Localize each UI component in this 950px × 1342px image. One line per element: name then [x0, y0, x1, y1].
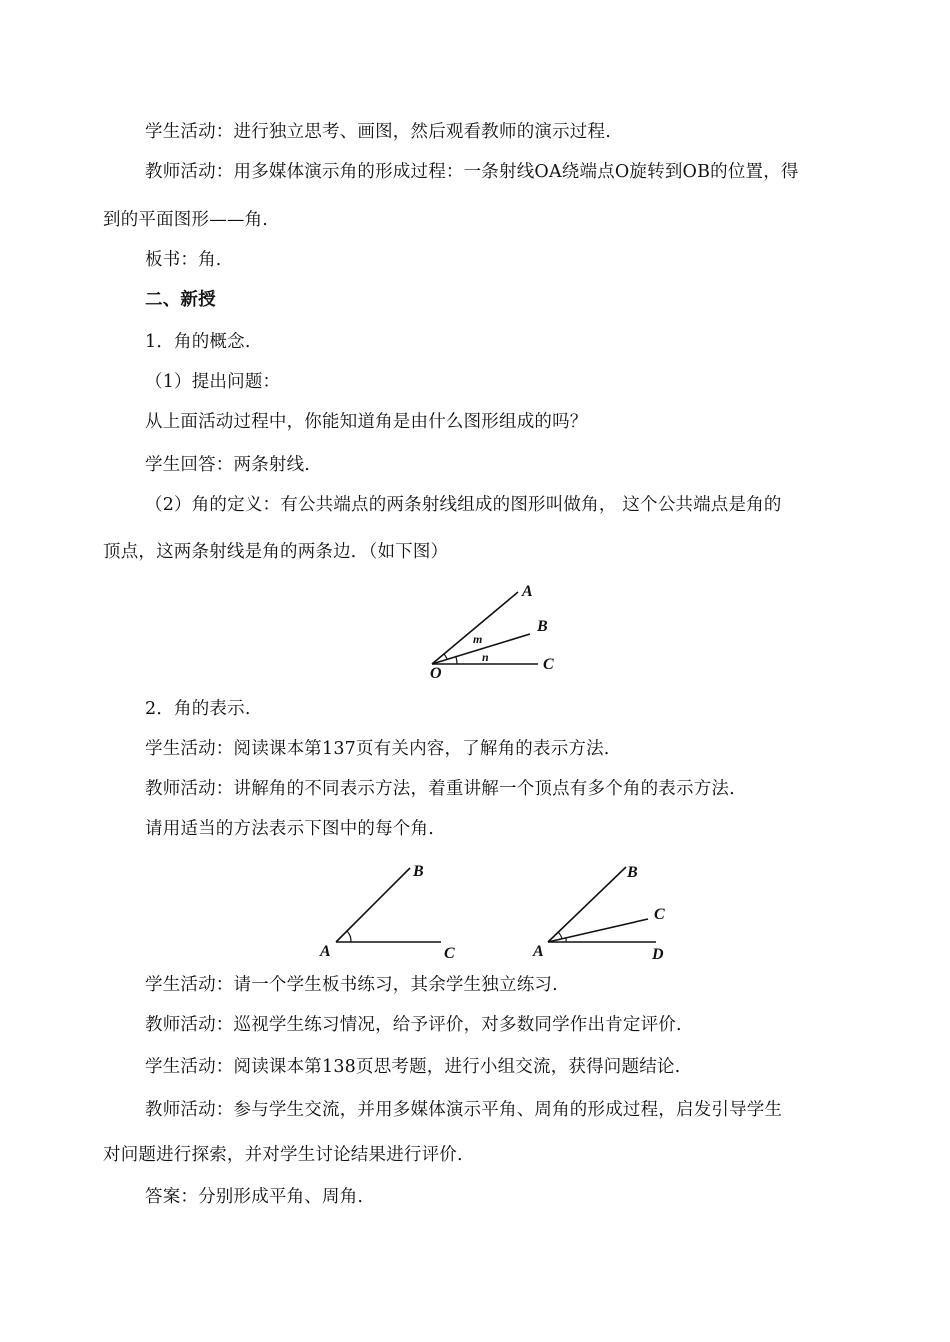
text-line-continuation-2: 对问题进行探索，并对学生讨论结果进行评价. [103, 1145, 463, 1165]
text-line-student-activity-2: 学生活动：阅读课本第137页有关内容，了解角的表示方法. [145, 739, 610, 759]
label-c: C [654, 906, 665, 923]
arc-a [347, 931, 351, 942]
text-line-answer: 答案：分别形成平角、周角. [145, 1187, 364, 1207]
label-c: C [444, 945, 455, 962]
text-line-angle-notation: 2．角的表示. [145, 699, 251, 719]
text-line-teacher-activity-4: 教师活动：参与学生交流，并用多媒体演示平角、周角的形成过程，启发引导学生 [145, 1100, 783, 1120]
text-line-board-note: 板书：角. [145, 250, 222, 270]
arc-bac [558, 932, 562, 939]
label-a: A [533, 943, 544, 960]
text-line-raise-question: （1）提出问题： [145, 372, 281, 392]
angle-figure-bad [530, 855, 690, 965]
text-line-student-activity-3: 学生活动：请一个学生板书练习，其余学生独立练习. [145, 975, 558, 995]
ray-oa [432, 592, 518, 664]
arc-n [456, 657, 457, 664]
angle-figure-aoc [420, 578, 580, 686]
text-line-exercise-prompt: 请用适当的方法表示下图中的每个角. [145, 819, 434, 839]
text-line-student-answer: 学生回答：两条射线. [145, 455, 311, 475]
label-n: n [482, 650, 489, 664]
label-o: O [430, 665, 442, 682]
label-d: D [652, 946, 664, 963]
text-line-teacher-activity-3: 教师活动：巡视学生练习情况，给予评价，对多数同学作出肯定评价. [145, 1015, 682, 1035]
ray-ab [336, 868, 410, 942]
text-line-student-activity-1: 学生活动：进行独立思考、画图，然后观看教师的演示过程. [145, 122, 611, 142]
text-line-angle-definition: （2）角的定义：有公共端点的两条射线组成的图形叫做角， 这个公共端点是角的 [145, 495, 782, 515]
label-m: m [473, 632, 483, 646]
text-line-continuation-1: 到的平面图形——角. [103, 210, 269, 230]
text-line-teacher-activity-1: 教师活动：用多媒体演示角的形成过程：一条射线OA绕端点O旋转到OB的位置，得 [145, 162, 799, 182]
label-b: B [413, 863, 424, 880]
section-heading-new-lesson: 二、新授 [145, 290, 216, 310]
label-c: C [543, 656, 554, 673]
text-line-student-activity-4: 学生活动：阅读课本第138页思考题，进行小组交流，获得问题结论. [145, 1057, 681, 1077]
angle-figure-bac [318, 855, 468, 965]
text-line-question: 从上面活动过程中，你能知道角是由什么图形组成的吗？ [145, 412, 588, 432]
text-line-definition-continued: 顶点，这两条射线是角的两条边．（如下图） [103, 542, 449, 562]
ray-ac [548, 919, 648, 942]
label-b: B [537, 618, 548, 635]
label-a: A [320, 943, 331, 960]
ray-ab [548, 867, 626, 942]
label-b: B [627, 864, 638, 881]
text-line-teacher-activity-2: 教师活动：讲解角的不同表示方法，着重讲解一个顶点有多个角的表示方法. [145, 779, 735, 799]
arc-m [444, 654, 447, 659]
text-line-angle-concept: 1．角的概念. [145, 332, 251, 352]
label-a: A [522, 583, 533, 600]
